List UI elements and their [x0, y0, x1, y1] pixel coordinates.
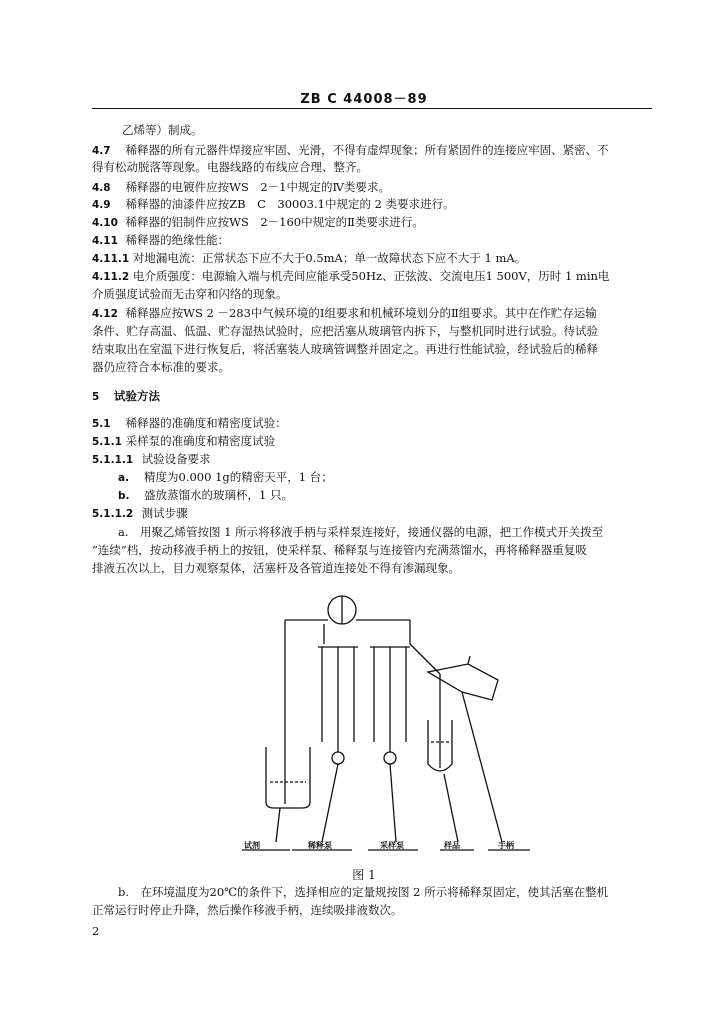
figure-label-sample: 样品 [444, 841, 460, 850]
standard-code-header: ZB C 44008－89 [300, 92, 428, 107]
clause-5-1-1-2: 5.1.1.2 测试步骤 [92, 506, 188, 520]
step-b-line: b. 在环境温度为20℃的条件下，选择相应的定量规按图 2 所示将稀释泵固定，使其活塞在整机 [118, 885, 609, 899]
figure-1-apparatus [230, 592, 560, 862]
clause-4-9: 4.9 稀释器的油漆件应按ZB C 30003.1中规定的 2 类要求进行。 [92, 197, 455, 211]
step-b-line: 正常运行时停止升降，然后操作移液手柄，连续吸排液数次。 [92, 903, 403, 917]
clause-4-12: 4.12 稀释器应按WS 2 －283中气候环境的Ⅰ组要求和机械环境划分的Ⅱ组要求。其中在作贮存运输 [92, 306, 597, 320]
equipment-item-a: a. 精度为0.000 1g的精密天平，1 台； [118, 470, 333, 484]
figure-label-reagent: 试剂 [244, 841, 260, 850]
figure-caption: 图 1 [352, 868, 376, 882]
text-line: 结束取出在室温下进行恢复后，将活塞装人玻璃管调整并固定之。再进行性能试验，经试验后的稀释 [92, 342, 598, 356]
figure-label-dilution-pump: 稀释泵 [308, 841, 332, 850]
page-number: 2 [92, 924, 100, 938]
clause-4-11-2: 4.11.2 电介质强度：电源输入端与机壳间应能承受50Hz、正弦波、交流电压1 500V，历时 1 min电 [92, 269, 610, 283]
figure-label-sampling-pump: 采样泵 [380, 841, 404, 850]
step-a-line: a. 用聚乙烯管按图 1 所示将移液手柄与采样泵连接好，接通仪器的电源，把工作模式开关拨至 [118, 525, 604, 539]
clause-4-11: 4.11 稀释器的绝缘性能： [92, 233, 230, 247]
clause-5-1-1: 5.1.1 采样泵的准确度和精密度试验 [92, 434, 276, 448]
text-line: 介质强度试验而无击穿和闪络的现象。 [92, 287, 288, 301]
dilution-piston-icon [332, 752, 344, 764]
clause-4-7: 4.7 稀释器的所有元器件焊接应牢固、光滑，不得有虚焊现象；所有紧固件的连接应牢固、紧密、不 [92, 143, 609, 157]
clause-4-10: 4.10 稀释器的铝制件应按WS 2－160中规定的Ⅱ类要求进行。 [92, 215, 424, 229]
figure-label-handle: 手柄 [498, 841, 514, 850]
sampling-piston-icon [384, 752, 396, 764]
clause-4-8: 4.8 稀释器的电镀件应按WS 2－1中规定的Ⅳ类要求。 [92, 180, 390, 194]
text-line: 得有松动脱落等现象。电器线路的布线应合理、整齐。 [92, 160, 368, 174]
equipment-item-b: b. 盛放蒸馏水的玻璃杯，1 只。 [118, 488, 293, 502]
clause-4-11-1: 4.11.1 对地漏电流：正常状态下应不大于0.5mA；单一故障状态下应不大于 1 mA。 [92, 251, 527, 265]
reagent-beaker-icon [266, 747, 310, 808]
step-a-line: “连续”档，按动移液手柄上的按钮，使采样泵、稀释泵与连接管内充满蒸馏水，再将稀释器重复吸 [92, 543, 587, 557]
clause-5-1: 5.1 稀释器的准确度和精密度试验： [92, 416, 287, 430]
text-line: 器仍应符合本标准的要求。 [92, 360, 230, 374]
step-a-line: 排液五次以上，目力观察泵体，活塞杆及各管道连接处不得有渗漏现象。 [92, 561, 460, 575]
header-rule [92, 108, 652, 109]
section-5-heading: 5 试验方法 [92, 389, 160, 403]
text-line: 条件、贮存高温、低温、贮存湿热试验时，应把活塞从玻璃管内拆下，与整机同时进行试验。待试验 [92, 324, 598, 338]
clause-5-1-1-1: 5.1.1.1 试验设备要求 [92, 452, 211, 466]
text-line: 乙烯等）制成。 [122, 123, 203, 137]
